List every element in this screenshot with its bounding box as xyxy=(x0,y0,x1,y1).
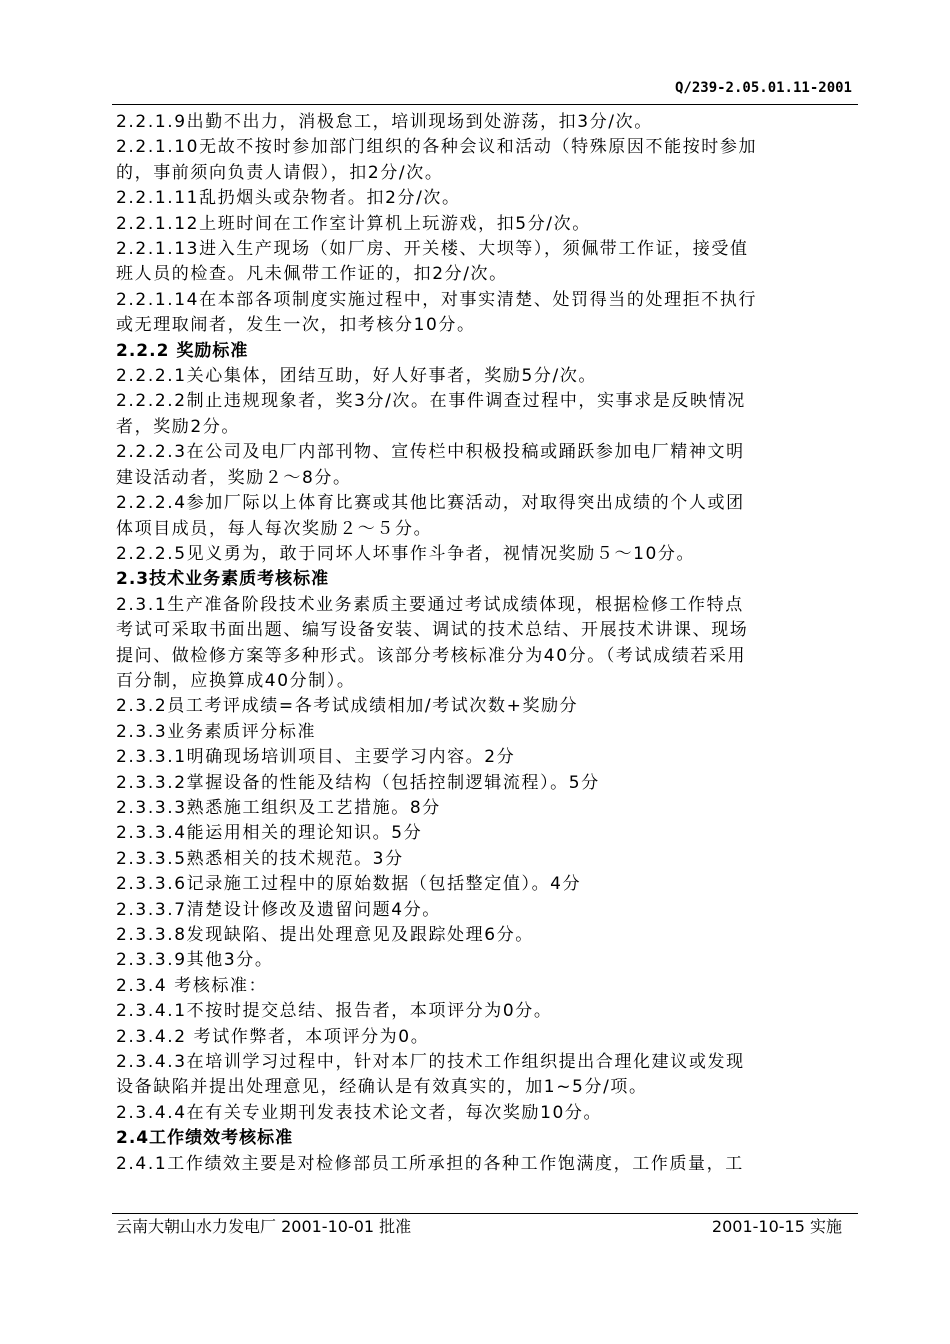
body-line: 2.4.1工作绩效主要是对检修部员工所承担的各种工作饱满度，工作质量，工 xyxy=(116,1153,744,1174)
body-line: 2.3.4.1不按时提交总结、报告者，本项评分为0分。 xyxy=(116,1001,553,1022)
body-line: 体项目成员，每人每次奖励２～５分。 xyxy=(116,518,433,539)
footer-approval: 云南大朝山水力发电厂 2001-10-01 批准 xyxy=(116,1217,412,1236)
body-line: 2.3.4.4在有关专业期刊发表技术论文者，每次奖励10分。 xyxy=(116,1102,603,1123)
section-heading: 2.4工作绩效考核标准 xyxy=(116,1128,294,1149)
body-line: 2.3.4 考核标准： xyxy=(116,975,268,996)
body-line: 或无理取闹者，发生一次，扣考核分10分。 xyxy=(116,315,476,336)
body-line: 2.3.3.3熟悉施工组织及工艺措施。8分 xyxy=(116,797,441,818)
body-line: 2.3.3.4能运用相关的理论知识。5分 xyxy=(116,823,423,844)
body-line: 2.2.2.4参加厂际以上体育比赛或其他比赛活动，对取得突出成绩的个人或团 xyxy=(116,493,745,514)
body-line: 2.3.3.1明确现场培训项目、主要学习内容。2分 xyxy=(116,747,516,768)
body-line: 的，事前须向负责人请假），扣2分/次。 xyxy=(116,162,444,183)
body-line: 2.2.1.9出勤不出力，消极怠工，培训现场到处游荡，扣3分/次。 xyxy=(116,112,653,132)
body-line: 2.2.1.14在本部各项制度实施过程中，对事实清楚、处罚得当的处理拒不执行 xyxy=(116,289,758,310)
body-line: 2.3.3业务素质评分标准 xyxy=(116,721,317,742)
body-line: 2.2.1.13进入生产现场（如厂房、开关楼、大坝等），须佩带工作证，接受值 xyxy=(116,239,749,260)
body-line: 2.3.1生产准备阶段技术业务素质主要通过考试成绩体现，根据检修工作特点 xyxy=(116,594,744,615)
body-line: 2.3.3.2掌握设备的性能及结构（包括控制逻辑流程）。5分 xyxy=(116,772,600,793)
section-heading: 2.3技术业务素质考核标准 xyxy=(116,569,330,590)
body-line: 2.2.1.11乱扔烟头或杂物者。扣2分/次。 xyxy=(116,188,461,209)
body-line: 2.3.3.9其他3分。 xyxy=(116,950,274,971)
body-line: 2.3.3.7清楚设计修改及遗留问题4分。 xyxy=(116,899,441,920)
body-line: 班人员的检查。凡未佩带工作证的，扣2分/次。 xyxy=(116,264,508,285)
body-line: 2.2.2.2制止违规现象者，奖3分/次。在事件调查过程中，实事求是反映情况 xyxy=(116,391,746,412)
body-line: 建设活动者，奖励２～8分。 xyxy=(116,467,352,488)
body-line: 2.3.2员工考评成绩=各考试成绩相加/考试次数+奖励分 xyxy=(116,696,579,717)
document-code: Q/239-2.05.01.11-2001 xyxy=(674,80,852,96)
document-body xyxy=(116,110,876,1177)
body-line: 2.3.3.6记录施工过程中的原始数据（包括整定值）。4分 xyxy=(116,874,582,895)
body-line: 2.2.2.5见义勇为，敢于同坏人坏事作斗争者，视情况奖励５～10分。 xyxy=(116,543,696,564)
body-line: 设备缺陷并提出处理意见，经确认是有效真实的，加1~5分/项。 xyxy=(116,1077,648,1098)
footer-effective-date: 2001-10-15 实施 xyxy=(711,1217,842,1236)
body-line: 2.2.2.3在公司及电厂内部刊物、宣传栏中积极投稿或踊跃参加电厂精神文明 xyxy=(116,442,745,463)
body-line: 2.3.3.8发现缺陷、提出处理意见及跟踪处理6分。 xyxy=(116,925,534,945)
section-heading: 2.2.2 奖励标准 xyxy=(116,340,249,361)
body-line: 2.3.3.5熟悉相关的技术规范。3分 xyxy=(116,848,404,869)
body-line: 提问、做检修方案等多种形式。该部分考核标准分为40分。（考试成绩若采用 xyxy=(116,645,747,666)
body-line: 2.3.4.3在培训学习过程中，针对本厂的技术工作组织提出合理化建议或发现 xyxy=(116,1052,745,1073)
body-line: 2.3.4.2 考试作弊者，本项评分为0。 xyxy=(116,1026,430,1047)
body-line: 2.2.1.12上班时间在工作室计算机上玩游戏，扣5分/次。 xyxy=(116,213,591,234)
body-line: 百分制，应换算成40分制）。 xyxy=(116,670,356,691)
body-line: 考试可采取书面出题、编写设备安装、调试的技术总结、开展技术讲课、现场 xyxy=(116,620,749,641)
header-divider xyxy=(112,104,858,105)
body-line: 者，奖励2分。 xyxy=(116,416,241,437)
body-line: 2.2.1.10无故不按时参加部门组织的各种会议和活动（特殊原因不能按时参加 xyxy=(116,137,758,158)
body-line: 2.2.2.1关心集体，团结互助，好人好事者，奖励5分/次。 xyxy=(116,366,598,387)
